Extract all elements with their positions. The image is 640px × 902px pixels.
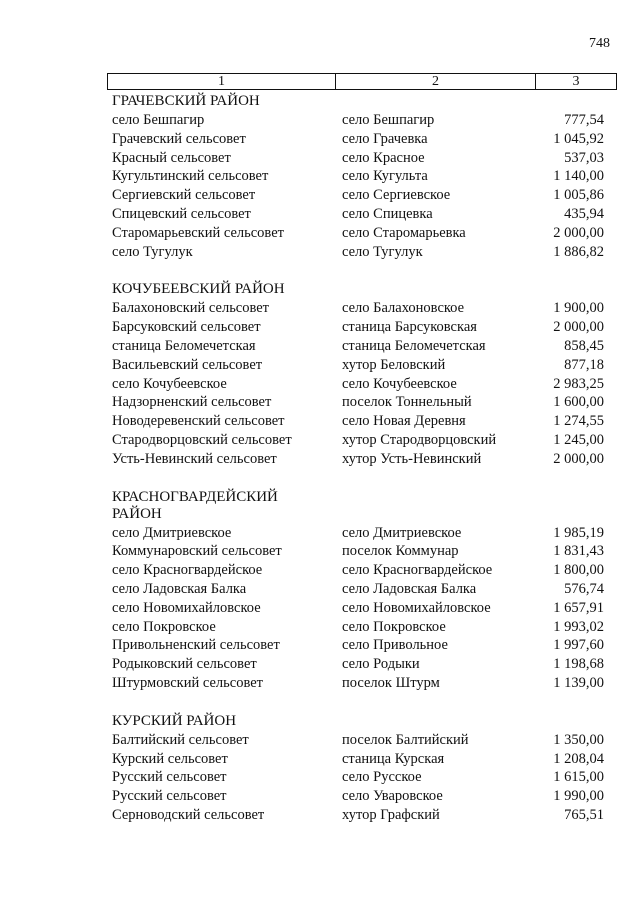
center-cell: село Русское — [342, 769, 422, 786]
center-cell: поселок Коммунар — [342, 543, 459, 560]
section-title: КУРСКИЙ РАЙОН — [112, 712, 237, 729]
center-cell: село Бешпагир — [342, 112, 435, 128]
section-spacer — [112, 469, 604, 489]
value-cell: 1 886,82 — [553, 243, 604, 260]
municipality-cell: Балахоновский сельсовет — [112, 300, 270, 317]
municipality-cell: село Красногвардейское — [112, 562, 263, 579]
value-cell: 1 045,92 — [553, 130, 604, 147]
value-cell: 537,03 — [564, 149, 604, 166]
center-cell: поселок Штурм — [342, 674, 440, 691]
municipality-cell: село Кочубеевское — [112, 375, 227, 392]
municipality-cell: Курский сельсовет — [112, 750, 228, 767]
value-cell: 858,45 — [564, 337, 604, 354]
value-cell: 1 831,43 — [553, 543, 604, 560]
value-cell: 1 208,04 — [553, 750, 604, 767]
table-row — [112, 674, 604, 693]
value-cell: 1 198,68 — [553, 656, 604, 673]
center-cell: село Спицевка — [342, 205, 433, 222]
municipality-cell: село Новомихайловское — [112, 599, 261, 616]
table-row — [112, 542, 604, 561]
table-row — [112, 636, 604, 655]
value-cell: 2 000,00 — [553, 224, 604, 241]
value-cell: 765,51 — [564, 806, 604, 823]
column-header-2: 2 — [336, 74, 536, 89]
municipality-cell: Усть-Невинский сельсовет — [112, 450, 277, 467]
value-cell: 435,94 — [564, 205, 604, 222]
table-row — [112, 111, 604, 130]
municipality-cell: село Бешпагир — [112, 112, 205, 128]
municipality-cell: село Ладовская Балка — [112, 580, 247, 597]
value-cell: 1 005,86 — [553, 187, 604, 204]
table-row — [112, 768, 604, 787]
section-spacer — [112, 693, 604, 713]
center-cell: село Дмитриевское — [342, 524, 462, 541]
column-header-3: 3 — [572, 74, 580, 89]
municipality-cell: Родыковский сельсовет — [112, 656, 257, 673]
municipality-cell: Русский сельсовет — [112, 769, 227, 786]
municipality-cell: Надзорненский сельсовет — [112, 394, 272, 411]
center-cell: село Грачевка — [342, 130, 428, 147]
table-row — [112, 731, 604, 750]
value-cell: 1 997,60 — [553, 637, 604, 654]
center-cell: село Кочубеевское — [342, 375, 457, 392]
center-cell: поселок Тоннельный — [342, 394, 472, 411]
center-cell: хутор Графский — [342, 806, 440, 823]
table-row — [112, 561, 604, 580]
center-cell: село Новая Деревня — [342, 413, 466, 430]
value-cell: 877,18 — [564, 356, 604, 373]
table-header — [107, 73, 617, 90]
table-row — [112, 412, 604, 431]
center-cell: село Привольное — [342, 637, 448, 654]
municipality-cell: село Тугулук — [112, 243, 193, 260]
table-row — [112, 787, 604, 806]
center-cell: село Балахоновское — [342, 300, 465, 317]
center-cell: хутор Стародворцовский — [342, 431, 497, 448]
table-row — [112, 186, 604, 205]
center-cell: село Уваровское — [342, 788, 443, 805]
table-row — [112, 618, 604, 637]
value-cell: 1 140,00 — [553, 168, 604, 185]
value-cell: 1 350,00 — [553, 731, 604, 748]
table-row — [112, 431, 604, 450]
table-row — [112, 167, 604, 186]
center-cell: хутор Беловский — [342, 356, 446, 373]
municipality-cell: Старомарьевский сельсовет — [112, 224, 284, 241]
value-cell: 2 000,00 — [553, 450, 604, 467]
value-cell: 1 139,00 — [553, 674, 604, 691]
municipality-cell: Сергиевский сельсовет — [112, 187, 256, 204]
center-cell: село Сергиевское — [342, 187, 451, 204]
center-cell: станица Курская — [342, 750, 445, 767]
center-cell: село Покровское — [342, 618, 446, 635]
table-row — [112, 599, 604, 618]
center-cell: село Кугульта — [342, 168, 428, 185]
table-row — [112, 375, 604, 394]
center-cell: село Красное — [342, 149, 425, 166]
table-row — [112, 205, 604, 224]
table-row — [112, 299, 604, 318]
municipality-cell: Балтийский сельсовет — [112, 731, 249, 748]
section-title: КРАСНОГВАРДЕЙСКИЙ РАЙОН — [112, 488, 278, 522]
table-row — [112, 356, 604, 375]
page-number: 748 — [589, 36, 610, 51]
table-row — [112, 750, 604, 769]
municipality-cell: Красный сельсовет — [112, 149, 231, 166]
value-cell: 1 990,00 — [553, 788, 604, 805]
table-row — [112, 393, 604, 412]
table-row — [112, 130, 604, 149]
table-row — [112, 450, 604, 469]
section-title: ГРАЧЕВСКИЙ РАЙОН — [112, 93, 260, 109]
table-row — [112, 580, 604, 599]
municipality-cell: Барсуковский сельсовет — [112, 319, 261, 336]
municipality-cell: село Покровское — [112, 618, 216, 635]
center-cell: село Красногвардейское — [342, 562, 493, 579]
center-cell: станица Барсуковская — [342, 319, 477, 336]
center-cell: село Новомихайловское — [342, 599, 491, 616]
table-row — [112, 224, 604, 243]
value-cell: 2 000,00 — [553, 319, 604, 336]
section-spacer — [112, 261, 604, 281]
section-title: КОЧУБЕЕВСКИЙ РАЙОН — [112, 281, 285, 298]
center-cell: хутор Усть-Невинский — [342, 450, 482, 467]
table-row — [112, 337, 604, 356]
value-cell: 1 245,00 — [553, 431, 604, 448]
center-cell: станица Беломечетская — [342, 337, 486, 354]
municipality-cell: Русский сельсовет — [112, 788, 227, 805]
municipality-cell: Васильевский сельсовет — [112, 356, 263, 373]
center-cell: поселок Балтийский — [342, 731, 469, 748]
value-cell: 1 657,91 — [553, 599, 604, 616]
column-header-1: 1 — [108, 74, 336, 89]
value-cell: 777,54 — [564, 112, 604, 128]
municipality-cell: Коммунаровский сельсовет — [112, 543, 282, 560]
center-cell: село Тугулук — [342, 243, 423, 260]
value-cell: 1 274,55 — [553, 413, 604, 430]
value-cell: 1 600,00 — [553, 394, 604, 411]
value-cell: 1 993,02 — [553, 618, 604, 635]
table-row — [112, 806, 604, 825]
value-cell: 2 983,25 — [553, 375, 604, 392]
municipality-cell: село Дмитриевское — [112, 524, 232, 541]
table-row — [112, 318, 604, 337]
table-body — [112, 93, 604, 825]
center-cell: село Родыки — [342, 656, 420, 673]
municipality-cell: Спицевский сельсовет — [112, 205, 251, 222]
municipality-cell: станица Беломечетская — [112, 337, 256, 354]
center-cell: село Ладовская Балка — [342, 580, 477, 597]
table-row — [112, 524, 604, 543]
value-cell: 1 615,00 — [553, 769, 604, 786]
value-cell: 576,74 — [564, 580, 604, 597]
municipality-cell: Новодеревенский сельсовет — [112, 413, 285, 430]
table-row — [112, 149, 604, 168]
municipality-cell: Кугультинский сельсовет — [112, 168, 269, 185]
table-row — [112, 243, 604, 262]
center-cell: село Старомарьевка — [342, 224, 466, 241]
value-cell: 1 985,19 — [553, 524, 604, 541]
municipality-cell: Стародворцовский сельсовет — [112, 431, 292, 448]
municipality-cell: Грачевский сельсовет — [112, 130, 246, 147]
municipality-cell: Привольненский сельсовет — [112, 637, 280, 654]
value-cell: 1 800,00 — [553, 562, 604, 579]
value-cell: 1 900,00 — [553, 300, 604, 317]
municipality-cell: Штурмовский сельсовет — [112, 674, 263, 691]
municipality-cell: Серноводский сельсовет — [112, 806, 265, 823]
table-row — [112, 655, 604, 674]
